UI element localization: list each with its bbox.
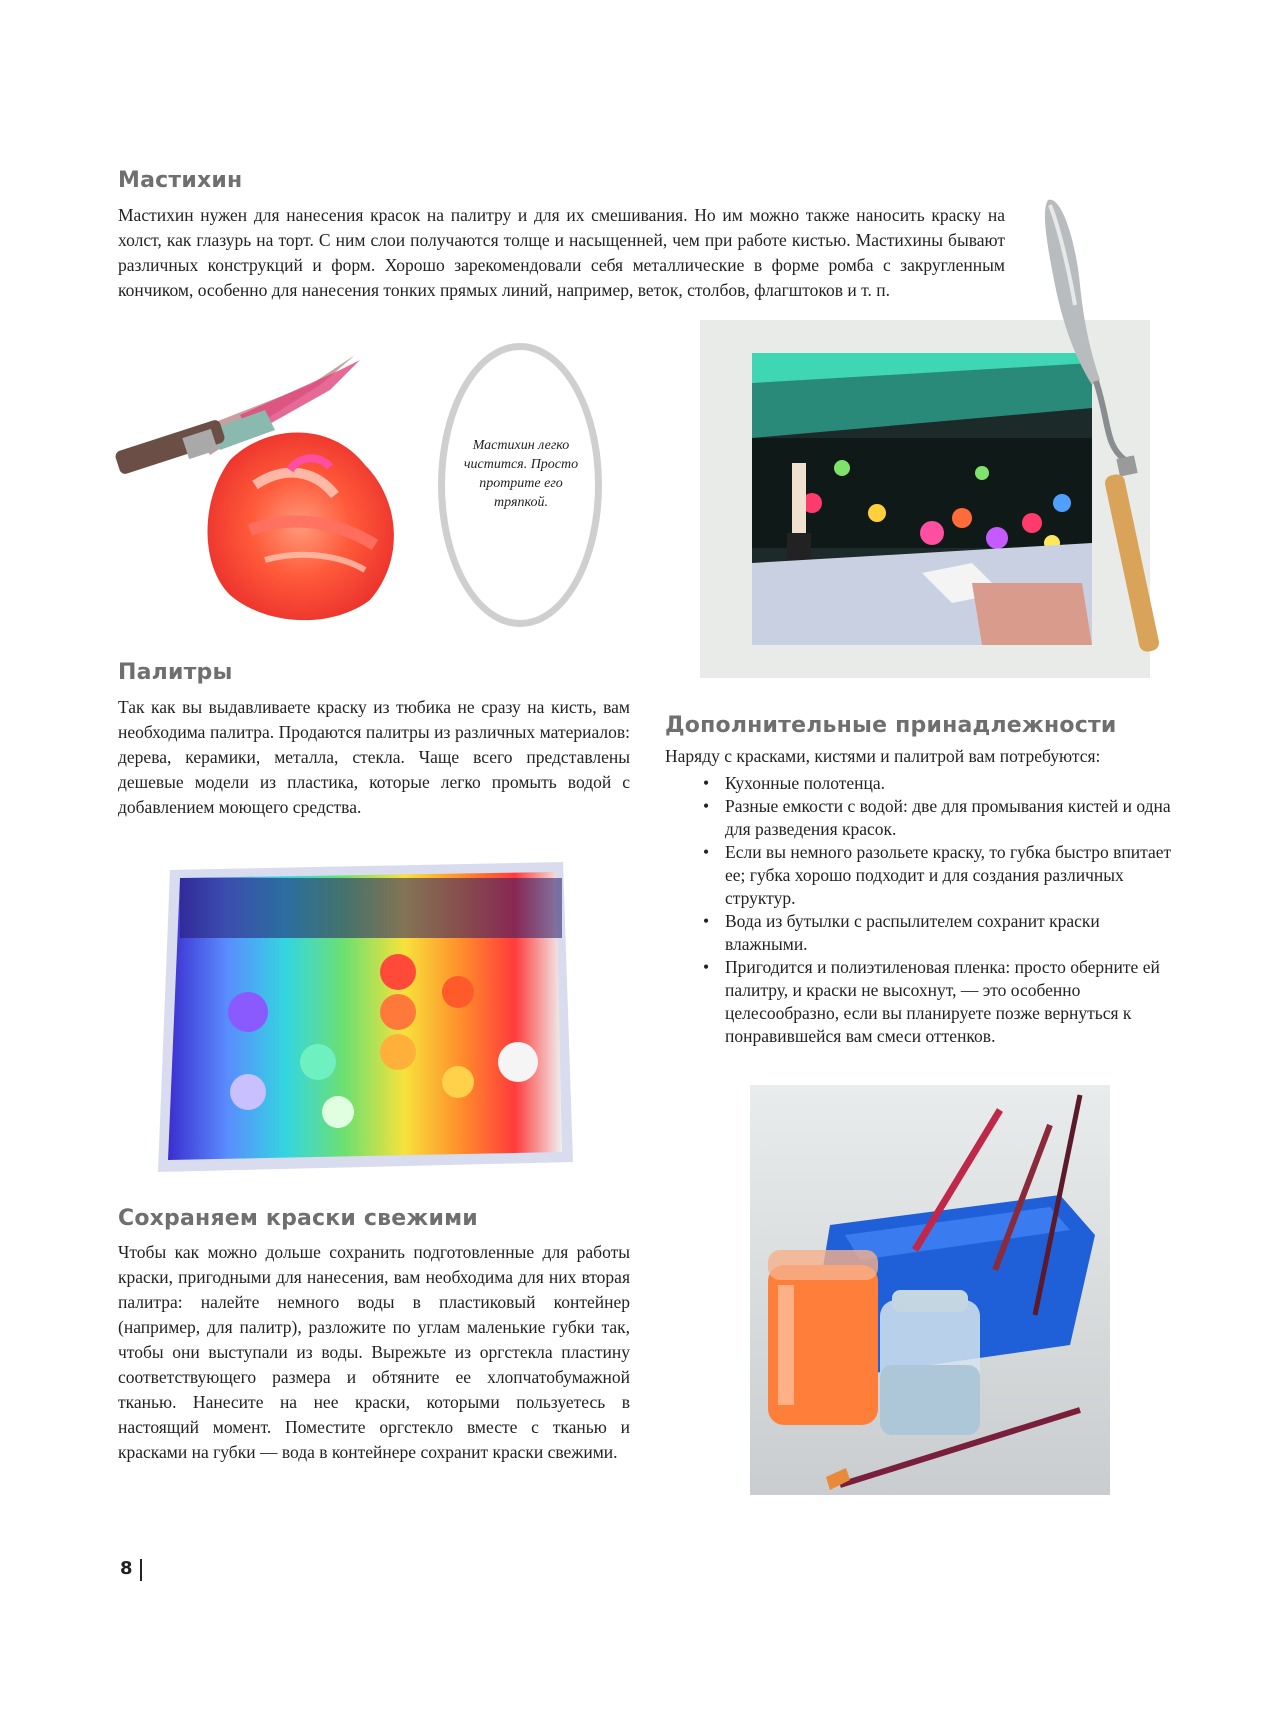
supplies-list xyxy=(703,772,1173,1048)
list-item: • Разные емкости с водой: две для промывания кистей и одна для разведения красок. xyxy=(703,795,1173,841)
jars-and-brushes-photo xyxy=(750,1085,1110,1495)
palette-image xyxy=(158,862,578,1172)
heading-sokhranyaem: Сохраняем краски свежими xyxy=(118,1206,478,1231)
paragraph-palitry: Так как вы выдавливаете краску из тюбика не сразу на кисть, вам необходима палитра. Продаются палитры из различных материалов: дерева, керамики, металла, стекла. Чаще всего представлены дешевые модели из пластика, которые легко промыть водой с добавлением моющего средства. xyxy=(118,697,630,817)
paragraph-sokhranyaem: Чтобы как можно дольше сохранить подготовленные для работы краски, пригодными для нанесения, вам необходима для них вторая палитра: налейте немного воды в пластиковый контейнер (например, для палитр), разложите по углам маленькие губки так, чтобы они выступали из воды. Вырежьте из оргстекла пластину соответствующего размера и обтяните ее хлопчатобумажной тканью. Нанесите на нее краски, которыми пользуетесь в настоящий момент. Поместите оргстекло вместе с тканью и красками на губки — вода в контейнере сохранит краски свежими. xyxy=(118,1242,630,1462)
palette-knife-image xyxy=(1040,195,1160,665)
list-item: • Пригодится и полиэтиленовая пленка: просто оберните ей палитру, и краски не высохнут, — это особенно целесообразно, если вы планируете позже вернуться к понравившейся вам смеси оттенков. xyxy=(703,956,1173,1048)
caption-mastikhin: Мастихин легко чистится. Просто протрите его тряпкой. xyxy=(463,438,579,510)
list-item: • Если вы немного разольете краску, то губка быстро впитает ее; губка хорошо подходит и для создания различных структур. xyxy=(703,841,1173,910)
list-item: • Кухонные полотенца. xyxy=(703,772,1173,795)
knife-paint-image xyxy=(115,355,425,630)
heading-mastikhin: Мастихин xyxy=(118,168,243,193)
paragraph-mastikhin: Мастихин нужен для нанесения красок на палитру и для их смешивания. Но им можно также наносить краску на холст, как глазурь на торт. С ним слои получаются толще и насыщенней, чем при работе кистью. Мастихины бывают различных конструкций и форм. Хорошо зарекомендовали себя металлические в форме ромба с закругленным кончиком, особенно для нанесения тонких прямых линий, например, веток, столбов, флагштоков и т. п. xyxy=(118,205,1005,300)
page-number-divider xyxy=(140,1559,142,1581)
heading-palitry: Палитры xyxy=(118,660,233,685)
list-item: • Вода из бутылки с распылителем сохранит краски влажными. xyxy=(703,910,1173,956)
page-number: 8 xyxy=(120,1558,133,1579)
paragraph-dopolnitelnye-intro: Наряду с красками, кистями и палитрой вам потребуются: xyxy=(665,746,1101,766)
heading-dopolnitelnye: Дополнительные принадлежности xyxy=(665,713,1117,738)
